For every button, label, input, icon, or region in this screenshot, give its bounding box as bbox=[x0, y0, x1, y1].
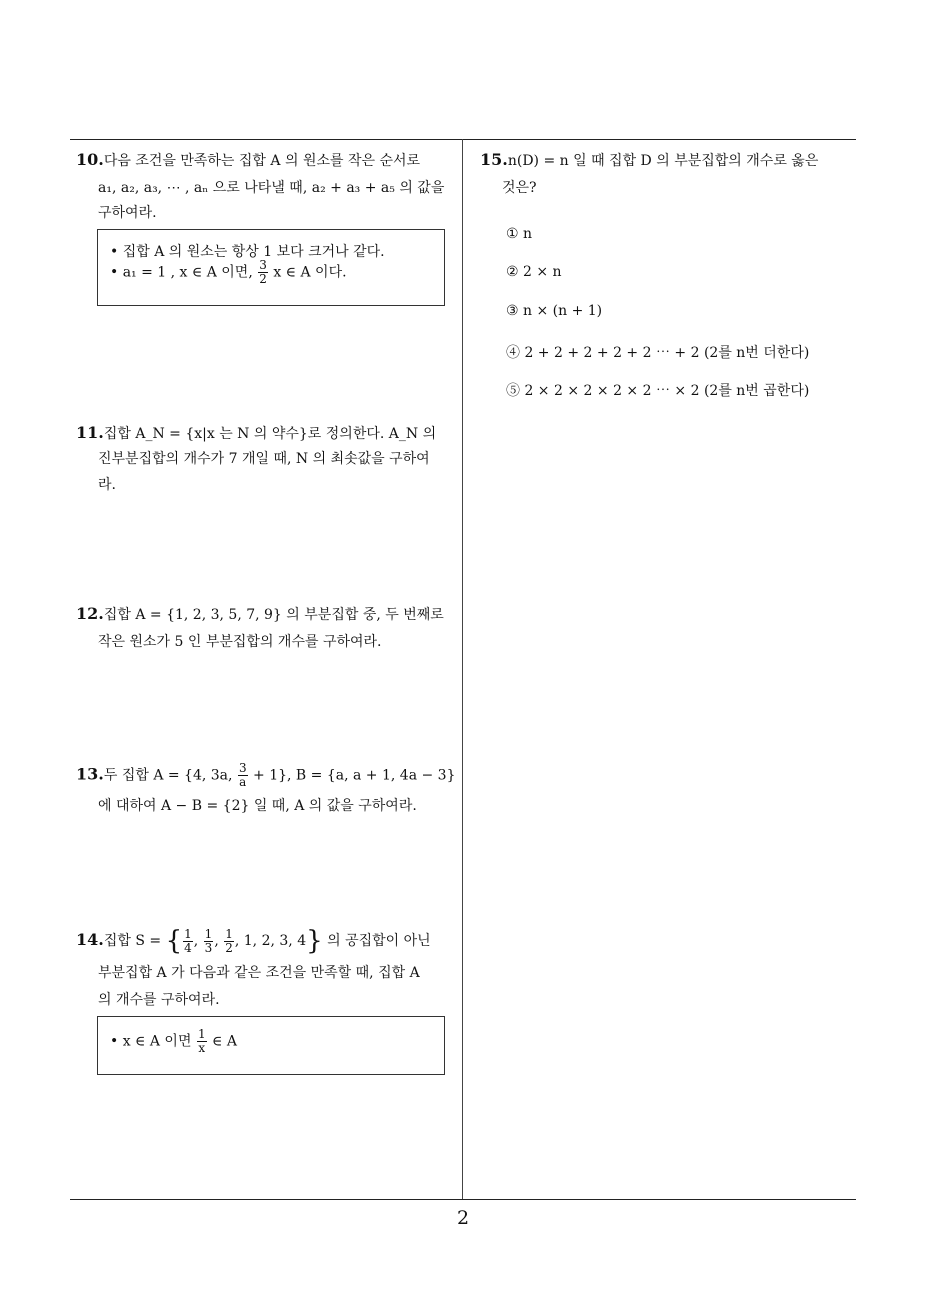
top-rule bbox=[70, 139, 856, 140]
choice-2[interactable]: ② 2 × n bbox=[506, 264, 562, 280]
condition-text: • a₁ = 1 , x ∈ A 이면, bbox=[110, 264, 253, 281]
fraction bbox=[204, 928, 214, 955]
choice-3[interactable]: ③ n × (n + 1) bbox=[506, 303, 603, 319]
problem-number: 10. bbox=[76, 150, 104, 169]
problem-text: 다음 조건을 만족하는 집합 A 의 원소를 작은 순서로 bbox=[103, 153, 421, 169]
fraction-denominator: 4 bbox=[184, 940, 192, 955]
problem-text: 라. bbox=[98, 477, 116, 493]
choice-4[interactable]: ④ 2 + 2 + 2 + 2 + 2 ⋯ + 2 (2를 n번 더한다) bbox=[506, 345, 810, 361]
problem-text: 작은 원소가 5 인 부분집합의 개수를 구하여라. bbox=[98, 634, 382, 650]
fraction-denominator: a bbox=[239, 775, 247, 789]
bottom-rule bbox=[70, 1199, 856, 1200]
set-elements: 1, 2, 3, 4 bbox=[243, 933, 307, 949]
problem-text: + 1}, B = {a, a + 1, 4a − 3} bbox=[253, 767, 456, 784]
condition-text: x ∈ A 이다. bbox=[273, 264, 347, 281]
fraction bbox=[224, 928, 234, 955]
left-brace: { bbox=[165, 926, 183, 956]
problem-text: 것은? bbox=[502, 180, 537, 196]
problem-text: 의 개수를 구하여라. bbox=[98, 992, 220, 1008]
condition-item: • 집합 A 의 원소는 항상 1 보다 크거나 같다. bbox=[110, 244, 385, 260]
fraction-numerator: 1 bbox=[225, 926, 233, 941]
problem-text: 집합 A = {1, 2, 3, 5, 7, 9} 의 부분집합 중, 두 번째로 bbox=[103, 607, 444, 623]
fraction-denominator: 2 bbox=[225, 940, 233, 955]
page-number: 2 bbox=[456, 1207, 470, 1229]
fraction-numerator: 1 bbox=[204, 926, 213, 941]
problem-number: 13. bbox=[76, 764, 104, 784]
problem-text: 집합 A_N = {x|x 는 N 의 약수}로 정의한다. A_N 의 bbox=[103, 426, 437, 442]
choice-5[interactable]: ⑤ 2 × 2 × 2 × 2 × 2 ⋯ × 2 (2를 n번 곱한다) bbox=[506, 383, 810, 399]
condition-text: ∈ A bbox=[212, 1033, 237, 1050]
condition-item bbox=[110, 1028, 237, 1055]
condition-text: • x ∈ A 이면 bbox=[110, 1033, 192, 1050]
column-divider bbox=[462, 139, 463, 1200]
fraction-numerator: 3 bbox=[259, 258, 267, 272]
choice-1[interactable]: ① n bbox=[506, 226, 533, 242]
fraction-numerator: 3 bbox=[238, 761, 247, 775]
fraction-denominator: x bbox=[198, 1041, 206, 1055]
fraction bbox=[197, 1028, 207, 1055]
condition-item bbox=[110, 259, 347, 286]
problem-number: 15. bbox=[480, 150, 508, 169]
problem-number: 11. bbox=[76, 423, 104, 442]
problem-number: 12. bbox=[76, 604, 104, 623]
fraction-numerator: 1 bbox=[184, 926, 192, 941]
right-brace: } bbox=[306, 926, 323, 956]
fraction bbox=[183, 928, 193, 955]
problem-text: 집합 S = bbox=[103, 933, 162, 949]
problem-text: 부분집합 A 가 다음과 같은 조건을 만족할 때, 집합 A bbox=[98, 965, 420, 981]
fraction bbox=[258, 259, 268, 286]
problem-text: 진부분집합의 개수가 7 개일 때, N 의 최솟값을 구하여 bbox=[98, 451, 430, 467]
fraction-denominator: 3 bbox=[204, 940, 213, 955]
problem-text: 에 대하여 A − B = {2} 일 때, A 의 값을 구하여라. bbox=[98, 798, 417, 814]
problem-text: 의 공집합이 아닌 bbox=[327, 933, 431, 949]
problem-text: n(D) = n 일 때 집합 D 의 부분집합의 개수로 옳은 bbox=[507, 153, 819, 169]
problem-number: 14. bbox=[76, 930, 104, 949]
fraction-denominator: 2 bbox=[259, 272, 267, 286]
problem-text: 구하여라. bbox=[98, 205, 157, 221]
fraction bbox=[238, 762, 248, 789]
problem-text: 두 집합 A = {4, 3a, bbox=[103, 767, 233, 784]
problem-text: a₁, a₂, a₃, ⋯ , aₙ 으로 나타낼 때, a₂ + a₃ + a₅ 의 값을 bbox=[98, 180, 445, 196]
fraction-numerator: 1 bbox=[197, 1027, 206, 1041]
